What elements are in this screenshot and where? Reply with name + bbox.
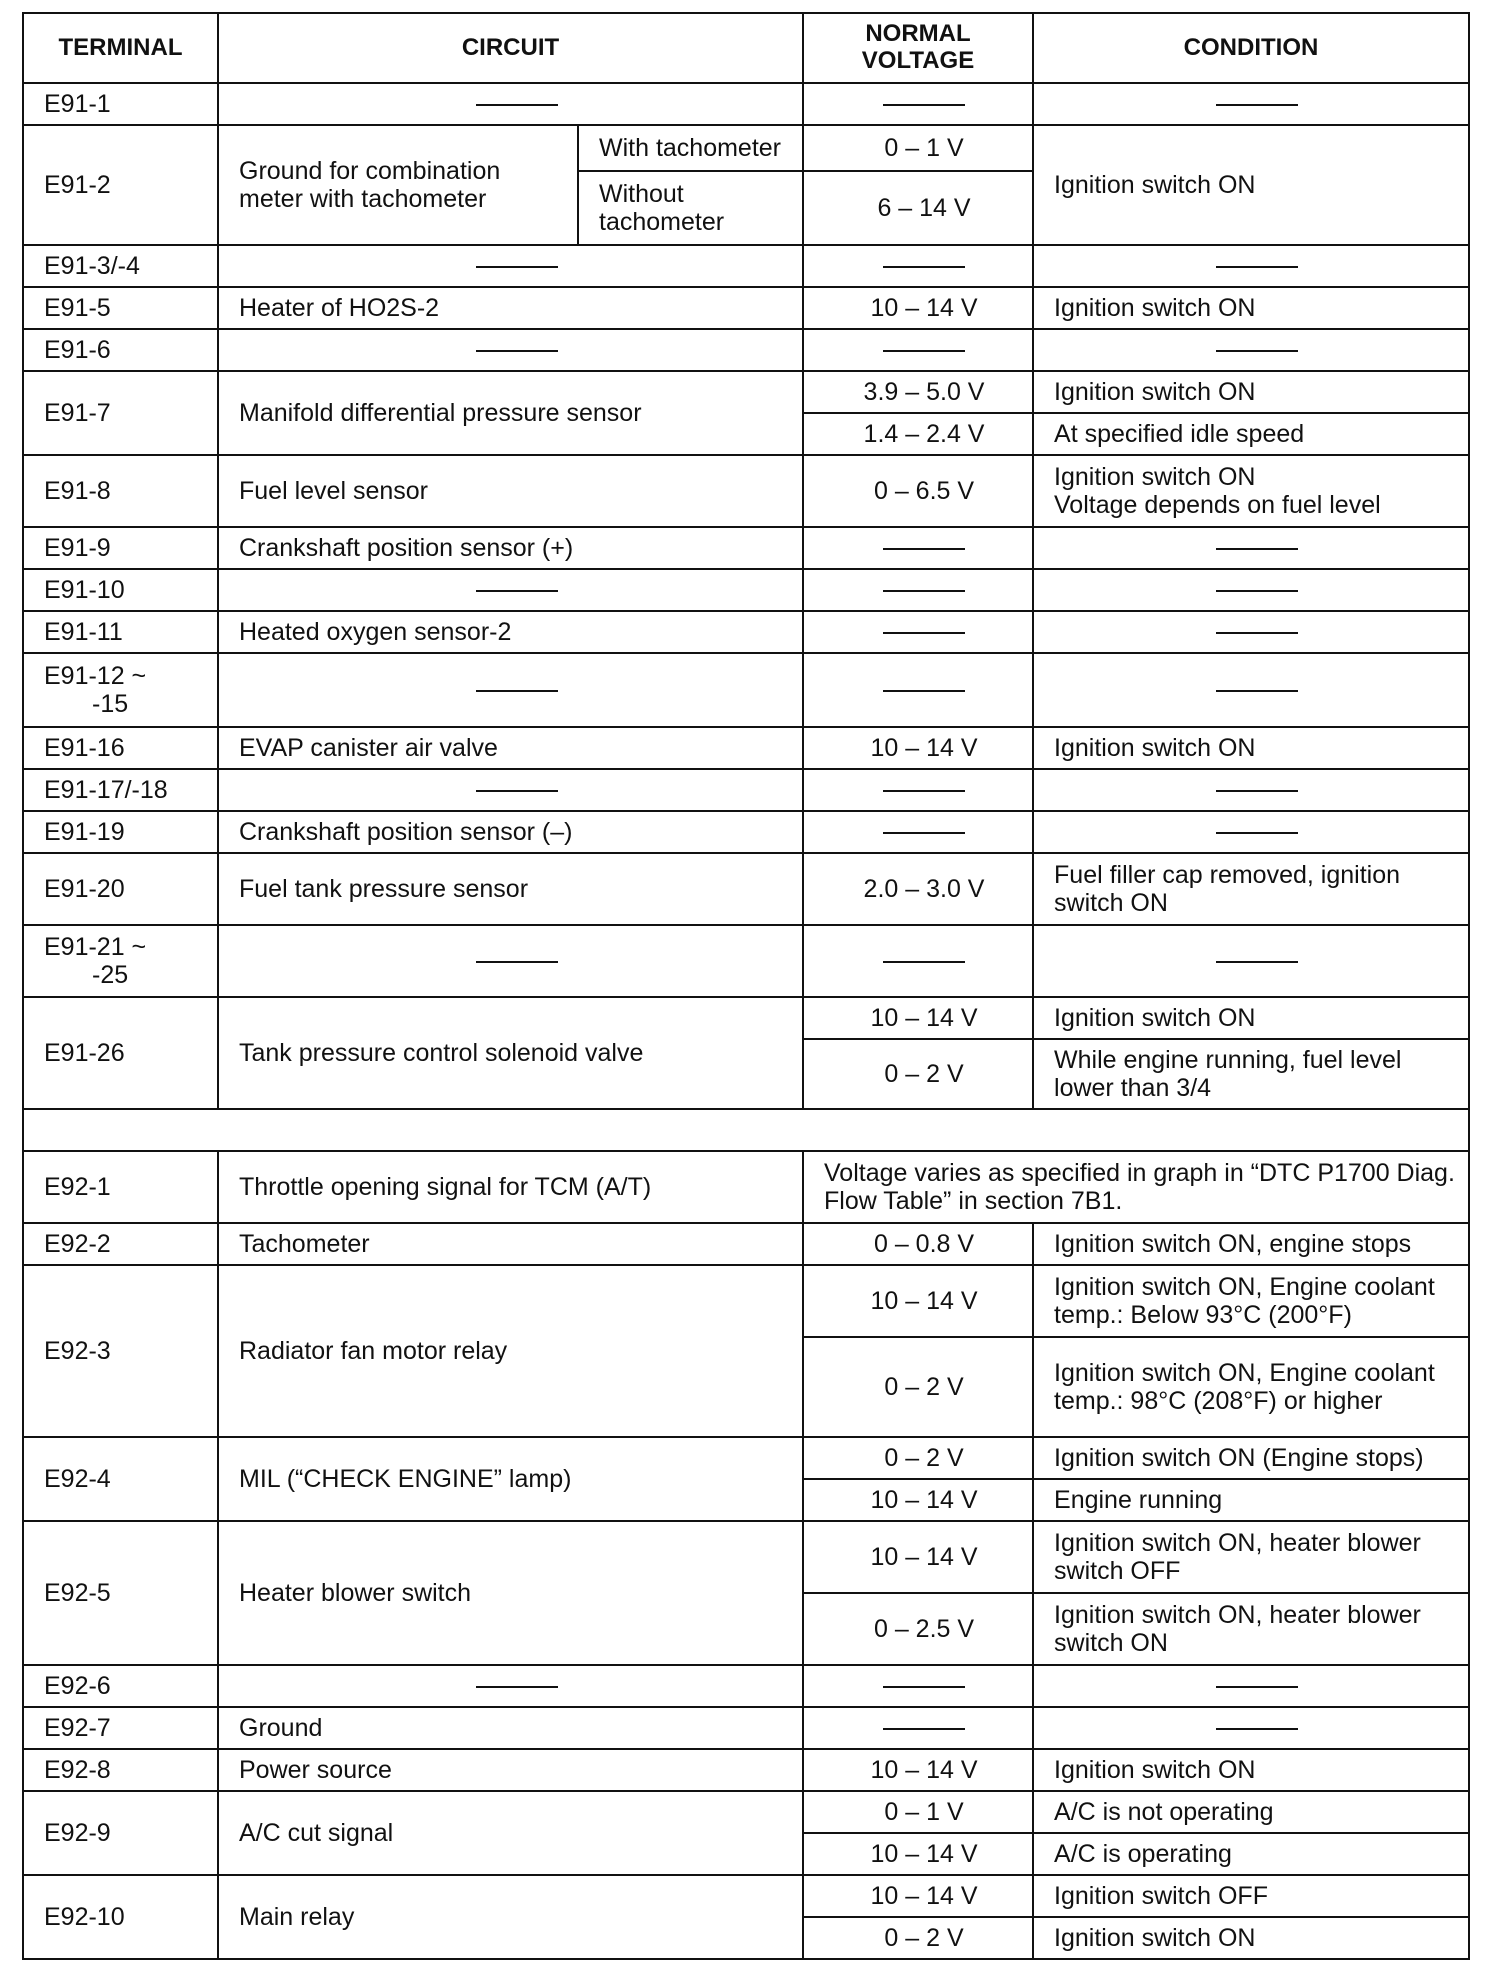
voltage-cell [803, 653, 1033, 727]
condition-cell: A/C is not operating [1033, 1791, 1469, 1833]
terminal-cell: E92-10 [23, 1875, 218, 1959]
condition-cell: Fuel filler cap removed, ignition switch ON [1033, 853, 1469, 925]
condition-cell: Ignition switch ON [1033, 125, 1469, 245]
circuit-cell: Throttle opening signal for TCM (A/T) [218, 1151, 803, 1223]
voltage-cell: 10 – 14 V [803, 1265, 1033, 1337]
terminal-cell: E91-16 [23, 727, 218, 769]
voltage-cell: 10 – 14 V [803, 1749, 1033, 1791]
table-row [23, 1707, 1469, 1749]
voltage-cell: 0 – 2.5 V [803, 1593, 1033, 1665]
table-row [23, 1265, 1469, 1337]
dash-mark [476, 961, 558, 963]
circuit-cell: Crankshaft position sensor (–) [218, 811, 803, 853]
dash-mark [883, 632, 965, 634]
table-row [23, 1749, 1469, 1791]
circuit-cell: EVAP canister air valve [218, 727, 803, 769]
circuit-cell [218, 329, 803, 371]
header-circuit: CIRCUIT [218, 13, 803, 83]
voltage-cell: 10 – 14 V [803, 997, 1033, 1039]
header-terminal: TERMINAL [23, 13, 218, 83]
voltage-cell: 0 – 6.5 V [803, 455, 1033, 527]
circuit-cell: Heater of HO2S-2 [218, 287, 803, 329]
condition-cell: At specified idle speed [1033, 413, 1469, 455]
voltage-cell [803, 811, 1033, 853]
dash-mark [476, 790, 558, 792]
terminal-cell: E91-26 [23, 997, 218, 1109]
sub-circuit-cell: Without tachometer [578, 171, 803, 245]
header-condition: CONDITION [1033, 13, 1469, 83]
table-row [23, 527, 1469, 569]
condition-cell: Ignition switch ON [1033, 1917, 1469, 1959]
dash-mark [1216, 104, 1298, 106]
terminal-cell: E92-5 [23, 1521, 218, 1665]
dash-mark [883, 790, 965, 792]
voltage-cell: 10 – 14 V [803, 1833, 1033, 1875]
dash-mark [1216, 832, 1298, 834]
voltage-cell: 0 – 2 V [803, 1437, 1033, 1479]
terminal-line: -25 [92, 961, 129, 989]
condition-cell: Ignition switch ON [1033, 371, 1469, 413]
voltage-cell: 0 – 2 V [803, 1039, 1033, 1109]
dash-mark [1216, 590, 1298, 592]
table-row [23, 925, 1469, 997]
dash-mark [1216, 548, 1298, 550]
circuit-cell: Radiator fan motor relay [218, 1265, 803, 1437]
dash-mark [883, 1728, 965, 1730]
voltage-cell: 0 – 2 V [803, 1337, 1033, 1437]
voltage-cell: 0 – 0.8 V [803, 1223, 1033, 1265]
header-voltage-line1: NORMAL [865, 20, 971, 48]
voltage-cell: 10 – 14 V [803, 727, 1033, 769]
table-row [23, 727, 1469, 769]
terminal-cell: E92-1 [23, 1151, 218, 1223]
circuit-cell: Power source [218, 1749, 803, 1791]
table-row [23, 853, 1469, 925]
circuit-cell: MIL (“CHECK ENGINE” lamp) [218, 1437, 803, 1521]
condition-cell [1033, 527, 1469, 569]
voltage-cell [803, 769, 1033, 811]
circuit-cell: Tank pressure control solenoid valve [218, 997, 803, 1109]
condition-cell: While engine running, fuel level lower than 3/4 [1033, 1039, 1469, 1109]
terminal-line: E91-12 ~ [44, 662, 147, 690]
condition-cell [1033, 811, 1469, 853]
dash-mark [476, 104, 558, 106]
table-row [23, 125, 1469, 171]
dash-mark [883, 590, 965, 592]
voltage-note-cell: Voltage varies as specified in graph in “DTC P1700 Diag. Flow Table” in section 7B1. [803, 1151, 1469, 1223]
dash-mark [1216, 266, 1298, 268]
terminal-cell [23, 653, 218, 727]
circuit-cell: Ground [218, 1707, 803, 1749]
dash-mark [1216, 961, 1298, 963]
voltage-cell: 3.9 – 5.0 V [803, 371, 1033, 413]
table-row [23, 245, 1469, 287]
dash-mark [476, 690, 558, 692]
circuit-cell: Tachometer [218, 1223, 803, 1265]
voltage-cell [803, 611, 1033, 653]
condition-cell: Ignition switch ON, Engine coolant temp.: Below 93°C (200°F) [1033, 1265, 1469, 1337]
condition-cell [1033, 83, 1469, 125]
table-row [23, 1665, 1469, 1707]
condition-cell: Ignition switch ON [1033, 1749, 1469, 1791]
voltage-cell: 10 – 14 V [803, 1521, 1033, 1593]
condition-cell: Ignition switch ON, Engine coolant temp.: 98°C (208°F) or higher [1033, 1337, 1469, 1437]
dash-mark [883, 690, 965, 692]
dash-mark [1216, 690, 1298, 692]
terminal-cell: E92-3 [23, 1265, 218, 1437]
terminal-cell: E92-6 [23, 1665, 218, 1707]
table-row [23, 769, 1469, 811]
table-row [23, 83, 1469, 125]
condition-cell: Ignition switch ON, heater blower switch OFF [1033, 1521, 1469, 1593]
circuit-cell: Crankshaft position sensor (+) [218, 527, 803, 569]
sub-circuit-cell: With tachometer [578, 125, 803, 171]
terminal-cell: E91-9 [23, 527, 218, 569]
voltage-cell: 0 – 1 V [803, 1791, 1033, 1833]
table-row [23, 1437, 1469, 1479]
table-row [23, 1151, 1469, 1223]
dash-mark [476, 1686, 558, 1688]
condition-cell: Ignition switch ON (Engine stops) [1033, 1437, 1469, 1479]
terminal-cell: E91-11 [23, 611, 218, 653]
dash-mark [883, 832, 965, 834]
circuit-cell [218, 653, 803, 727]
terminal-cell: E91-8 [23, 455, 218, 527]
voltage-cell [803, 527, 1033, 569]
circuit-cell: Ground for combination meter with tachometer [218, 125, 578, 245]
circuit-cell [218, 245, 803, 287]
voltage-cell: 10 – 14 V [803, 287, 1033, 329]
circuit-cell [218, 569, 803, 611]
voltage-cell [803, 1707, 1033, 1749]
dash-mark [883, 104, 965, 106]
terminal-cell: E92-7 [23, 1707, 218, 1749]
circuit-cell [218, 1665, 803, 1707]
circuit-cell: Heater blower switch [218, 1521, 803, 1665]
circuit-cell: Fuel tank pressure sensor [218, 853, 803, 925]
voltage-cell: 6 – 14 V [803, 171, 1033, 245]
condition-cell [1033, 245, 1469, 287]
circuit-cell: Fuel level sensor [218, 455, 803, 527]
condition-cell [1033, 455, 1469, 527]
condition-cell: Engine running [1033, 1479, 1469, 1521]
terminal-cell: E91-7 [23, 371, 218, 455]
condition-cell [1033, 1707, 1469, 1749]
condition-cell [1033, 569, 1469, 611]
voltage-cell: 10 – 14 V [803, 1479, 1033, 1521]
terminal-cell: E91-19 [23, 811, 218, 853]
table-row [23, 569, 1469, 611]
condition-line: Ignition switch ON [1054, 463, 1256, 491]
condition-cell [1033, 329, 1469, 371]
table-row [23, 811, 1469, 853]
terminal-cell: E91-3/-4 [23, 245, 218, 287]
section-divider-row [23, 1109, 1469, 1151]
terminal-cell: E92-8 [23, 1749, 218, 1791]
condition-cell [1033, 925, 1469, 997]
terminal-cell: E91-1 [23, 83, 218, 125]
header-voltage-line2: VOLTAGE [861, 47, 975, 74]
dash-mark [1216, 790, 1298, 792]
terminal-cell: E92-2 [23, 1223, 218, 1265]
voltage-cell [803, 329, 1033, 371]
table-row [23, 1875, 1469, 1917]
terminal-cell: E91-10 [23, 569, 218, 611]
voltage-cell: 2.0 – 3.0 V [803, 853, 1033, 925]
dash-mark [883, 266, 965, 268]
terminal-cell: E91-6 [23, 329, 218, 371]
section-divider [23, 1109, 1469, 1151]
table-row [23, 329, 1469, 371]
table-row [23, 1223, 1469, 1265]
voltage-cell [803, 1665, 1033, 1707]
circuit-cell [218, 925, 803, 997]
header-normal-voltage [803, 13, 1033, 83]
dash-mark [1216, 350, 1298, 352]
voltage-cell: 10 – 14 V [803, 1875, 1033, 1917]
terminal-cell: E91-5 [23, 287, 218, 329]
dash-mark [1216, 1686, 1298, 1688]
table-row [23, 455, 1469, 527]
table-row [23, 287, 1469, 329]
dash-mark [883, 961, 965, 963]
dash-mark [476, 266, 558, 268]
circuit-cell: A/C cut signal [218, 1791, 803, 1875]
terminal-cell [23, 925, 218, 997]
condition-cell: Ignition switch ON, engine stops [1033, 1223, 1469, 1265]
condition-cell [1033, 611, 1469, 653]
voltage-cell [803, 569, 1033, 611]
dash-mark [883, 350, 965, 352]
table-row [23, 653, 1469, 727]
circuit-cell: Manifold differential pressure sensor [218, 371, 803, 455]
condition-cell [1033, 653, 1469, 727]
dash-mark [883, 1686, 965, 1688]
terminal-cell: E91-20 [23, 853, 218, 925]
table-row [23, 997, 1469, 1039]
voltage-cell [803, 83, 1033, 125]
condition-cell: Ignition switch ON [1033, 287, 1469, 329]
circuit-cell: Heated oxygen sensor-2 [218, 611, 803, 653]
dash-mark [883, 548, 965, 550]
terminal-cell: E92-9 [23, 1791, 218, 1875]
circuit-cell: Main relay [218, 1875, 803, 1959]
voltage-cell [803, 925, 1033, 997]
terminal-cell: E91-2 [23, 125, 218, 245]
condition-cell [1033, 769, 1469, 811]
terminal-line: E91-21 ~ [44, 933, 147, 961]
dash-mark [476, 590, 558, 592]
condition-cell: Ignition switch ON [1033, 727, 1469, 769]
voltage-cell: 0 – 2 V [803, 1917, 1033, 1959]
condition-cell: Ignition switch ON [1033, 997, 1469, 1039]
condition-cell [1033, 1665, 1469, 1707]
dash-mark [1216, 1728, 1298, 1730]
condition-line: Voltage depends on fuel level [1054, 491, 1381, 519]
table-row [23, 1791, 1469, 1833]
voltage-cell [803, 245, 1033, 287]
voltage-cell: 0 – 1 V [803, 125, 1033, 171]
dash-mark [1216, 632, 1298, 634]
header-row [23, 13, 1469, 83]
voltage-cell: 1.4 – 2.4 V [803, 413, 1033, 455]
terminal-voltage-table [22, 12, 1470, 1960]
table-row [23, 371, 1469, 413]
terminal-cell: E91-17/-18 [23, 769, 218, 811]
condition-cell: Ignition switch ON, heater blower switch ON [1033, 1593, 1469, 1665]
table-row [23, 1521, 1469, 1593]
circuit-cell [218, 83, 803, 125]
table-row [23, 611, 1469, 653]
dash-mark [476, 350, 558, 352]
terminal-line: -15 [92, 690, 129, 718]
condition-cell: Ignition switch OFF [1033, 1875, 1469, 1917]
condition-cell: A/C is operating [1033, 1833, 1469, 1875]
circuit-cell [218, 769, 803, 811]
terminal-cell: E92-4 [23, 1437, 218, 1521]
